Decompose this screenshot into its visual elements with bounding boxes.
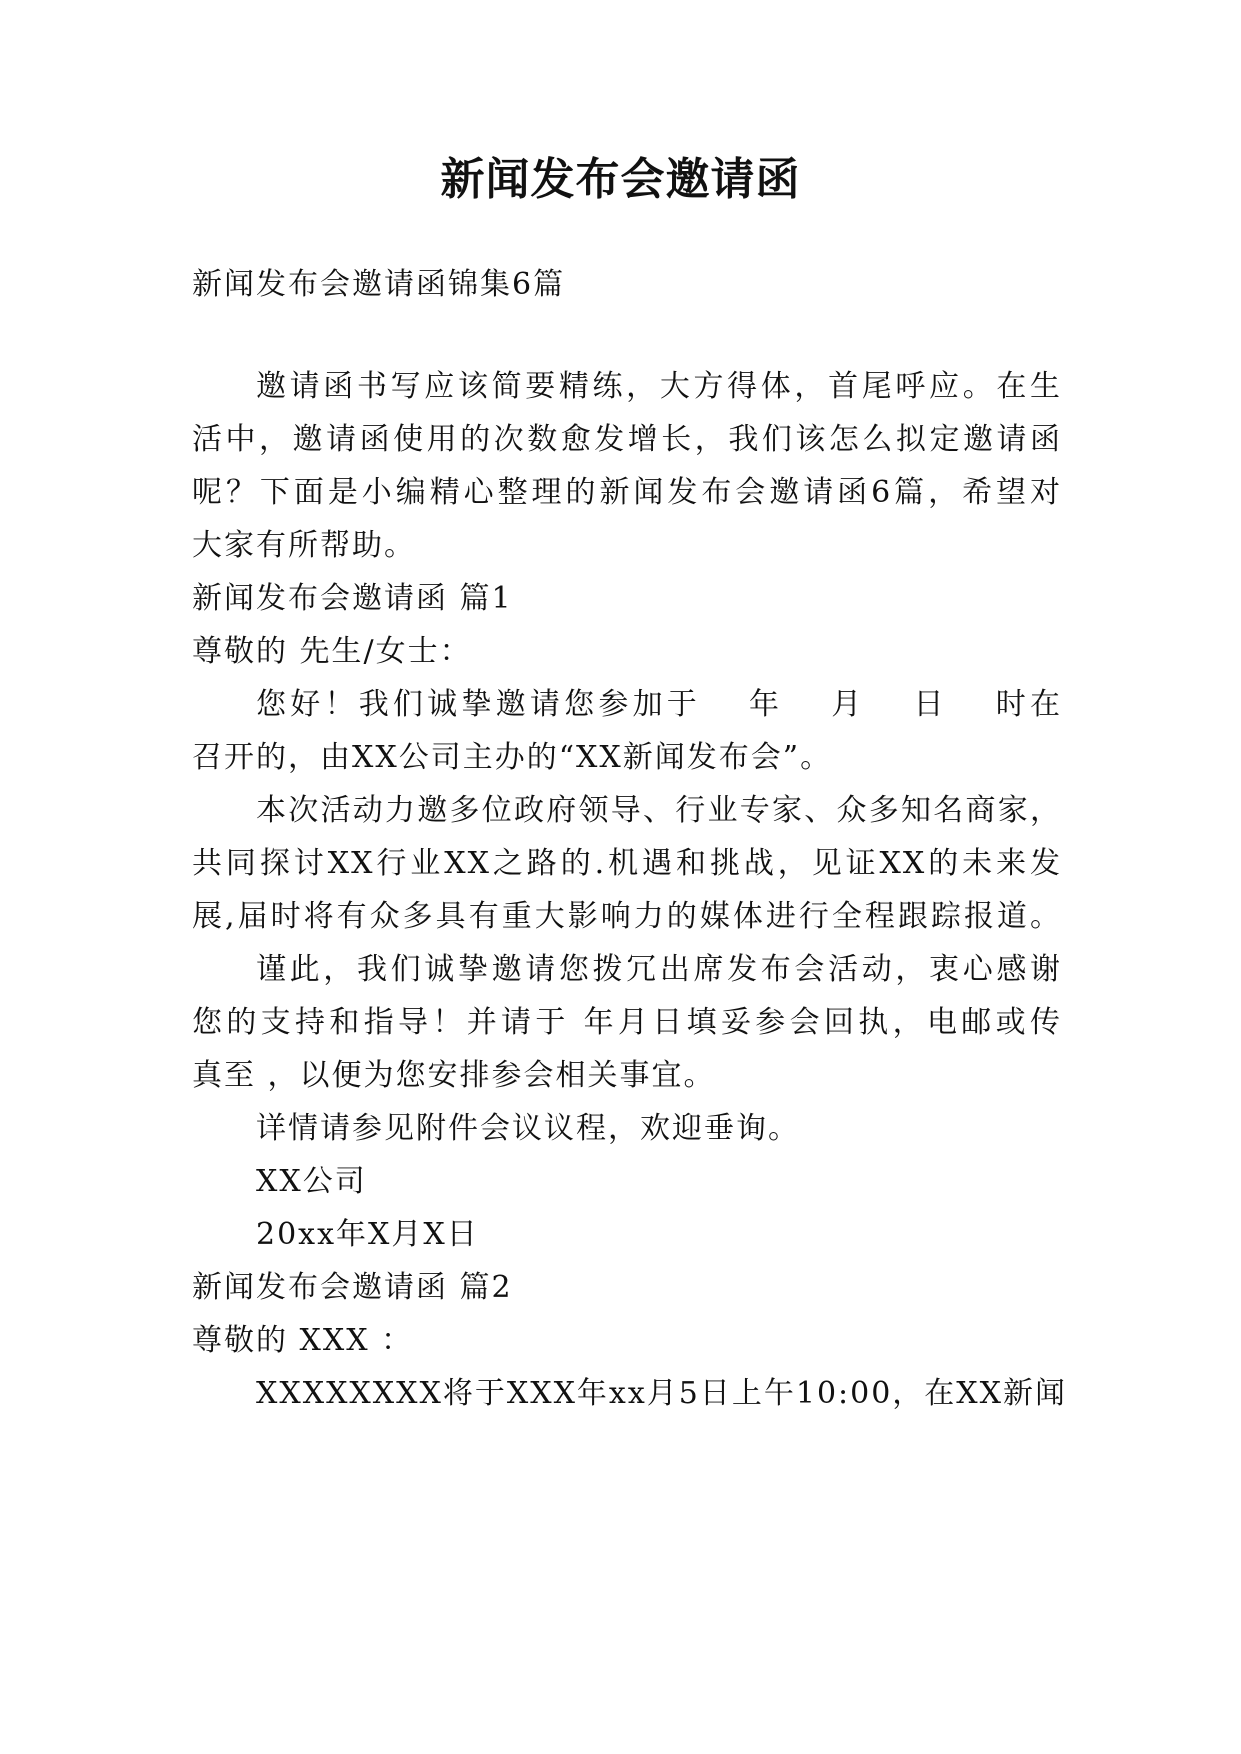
- document-title: 新闻发布会邀请函: [440, 154, 801, 205]
- document-subtitle: 新闻发布会邀请函锦集6篇: [192, 267, 566, 302]
- section1-salutation: 尊敬的 先生/女士：: [192, 634, 472, 669]
- section2-heading: 新闻发布会邀请函 篇2: [192, 1270, 513, 1305]
- intro-line-3: 呢？下面是小编精心整理的新闻发布会邀请函6篇，希望对: [192, 475, 1062, 510]
- section1-paragraph-line: 本次活动力邀多位政府领导、行业专家、众多知名商家，: [256, 793, 1062, 828]
- section1-paragraph-line: 真至 ，以便为您安排参会相关事宜。: [192, 1058, 716, 1093]
- section1-heading: 新闻发布会邀请函 篇1: [192, 581, 513, 616]
- section2-salutation: 尊敬的 XXX ：: [192, 1323, 414, 1358]
- section1-paragraph-line: 详情请参见附件会议议程，欢迎垂询。: [256, 1111, 800, 1146]
- section2-first-line: XXXXXXXX将于XXX年xx月5日上午10:00，在XX新闻: [256, 1376, 1068, 1411]
- section1-paragraph-line: 展,届时将有众多具有重大影响力的媒体进行全程跟踪报道。: [192, 899, 1062, 934]
- signature-company: XX公司: [256, 1164, 367, 1199]
- intro-line-4: 大家有所帮助。: [192, 528, 416, 563]
- intro-line-2: 活中，邀请函使用的次数愈发增长，我们该怎么拟定邀请函: [192, 422, 1062, 457]
- signature-date: 20xx年X月X日: [256, 1217, 479, 1252]
- section1-paragraph-line: 您好！我们诚挚邀请您参加于 年 月 日 时在: [256, 687, 1062, 722]
- section1-paragraph-line: 共同探讨XX行业XX之路的.机遇和挑战，见证XX的未来发: [192, 846, 1062, 881]
- section1-paragraph-line: 谨此，我们诚挚邀请您拨冗出席发布会活动，衷心感谢: [256, 952, 1062, 987]
- intro-line-1: 邀请函书写应该简要精练，大方得体，首尾呼应。在生: [256, 369, 1062, 404]
- section1-paragraph-line: 您的支持和指导！并请于 年月日填妥参会回执，电邮或传: [192, 1005, 1062, 1040]
- section1-paragraph-line: 召开的，由XX公司主办的“XX新闻发布会”。: [192, 740, 833, 775]
